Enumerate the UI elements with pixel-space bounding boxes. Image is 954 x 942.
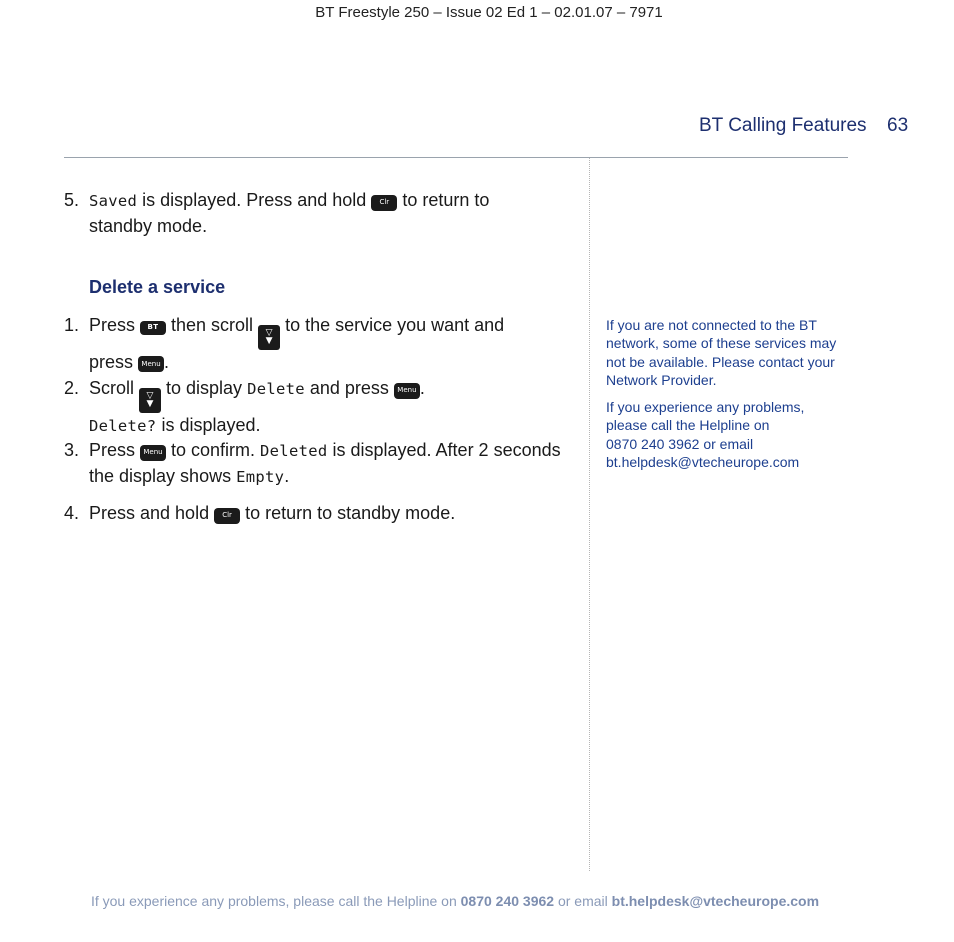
- document-id-header: BT Freestyle 250 – Issue 02 Ed 1 – 02.01.07 – 7971: [315, 4, 663, 21]
- header-divider: [64, 157, 848, 158]
- step-text: .: [419, 378, 425, 398]
- menu-key-icon: Menu: [140, 445, 166, 461]
- sidebar-note-helpline: [606, 398, 838, 471]
- lcd-text-empty: Empty: [236, 468, 285, 486]
- step-number: 5.: [64, 190, 80, 210]
- step-text: Press: [89, 440, 141, 460]
- delete-step-2: [64, 376, 574, 439]
- note-line: network, some of these services may: [606, 335, 837, 352]
- step-number: 2.: [64, 378, 80, 398]
- bt-key-icon: BT: [140, 321, 166, 335]
- step-text: to return to: [397, 190, 490, 210]
- step-text: is displayed.: [156, 414, 261, 435]
- menu-key-icon: Menu: [394, 383, 420, 399]
- step-text: Press: [89, 315, 141, 335]
- step-text: to return to standby mode.: [240, 503, 456, 523]
- clr-key-icon: Clr: [371, 195, 397, 211]
- step-text: Press and hold: [89, 503, 215, 523]
- footer-text: If you experience any problems, please call the Helpline on: [90, 893, 461, 909]
- delete-step-4: [64, 501, 574, 526]
- page-number: 63: [887, 115, 909, 136]
- scroll-up-arrow-icon: ▽: [265, 328, 273, 338]
- step-text: .: [284, 466, 290, 486]
- menu-key-icon: Menu: [138, 356, 164, 372]
- step-text: then scroll: [166, 315, 259, 335]
- scroll-down-arrow-icon: ▼: [265, 336, 273, 346]
- step-text: to display: [161, 378, 248, 398]
- note-line: If you are not connected to the BT: [606, 317, 817, 333]
- lcd-text-delete: Delete: [247, 380, 305, 398]
- delete-step-1: [64, 313, 574, 375]
- scroll-key-icon: [139, 388, 161, 413]
- step-text: Scroll: [89, 378, 140, 398]
- helpdesk-email-link[interactable]: bt.helpdesk@vtecheurope.com: [606, 453, 800, 470]
- note-line: If you experience any problems,: [606, 399, 805, 415]
- section-title: BT Calling Features: [699, 115, 867, 136]
- lcd-text-delete-confirm: Delete?: [89, 416, 157, 435]
- note-line: 0870 240 3962 or email: [606, 435, 754, 452]
- step-number: 3.: [64, 440, 80, 460]
- step-number: 1.: [64, 315, 80, 335]
- note-line: Network Provider.: [606, 371, 717, 388]
- step-text: .: [164, 351, 170, 372]
- step-text: to the service you want and: [280, 315, 505, 335]
- column-divider: [589, 158, 590, 871]
- sidebar-note-network: [606, 316, 838, 389]
- note-line: please call the Helpline on: [606, 417, 770, 434]
- step-text: the display shows: [89, 466, 237, 486]
- step-text: standby mode.: [89, 216, 208, 236]
- step-text: press: [89, 351, 139, 372]
- step-5: [64, 188, 574, 239]
- footer-phone: 0870 240 3962: [460, 893, 555, 909]
- clr-key-icon: Clr: [214, 508, 240, 524]
- lcd-text-deleted: Deleted: [260, 442, 328, 460]
- scroll-key-icon: [258, 325, 280, 350]
- scroll-up-arrow-icon: ▽: [146, 391, 154, 401]
- footer-text: or email: [554, 893, 612, 909]
- step-number: 4.: [64, 503, 80, 523]
- step-text: is displayed. Press and hold: [137, 190, 372, 210]
- step-text: to confirm.: [166, 440, 261, 460]
- delete-step-3: [64, 438, 574, 490]
- step-text: and press: [304, 378, 394, 398]
- footer-helpline: [0, 893, 910, 909]
- delete-service-heading: Delete a service: [89, 277, 226, 297]
- note-line: not be available. Please contact your: [606, 353, 835, 370]
- footer-email-link[interactable]: bt.helpdesk@vtecheurope.com: [611, 893, 820, 909]
- scroll-down-arrow-icon: ▼: [146, 399, 154, 409]
- step-text: is displayed. After 2 seconds: [327, 440, 561, 460]
- lcd-text-saved: Saved: [89, 192, 138, 210]
